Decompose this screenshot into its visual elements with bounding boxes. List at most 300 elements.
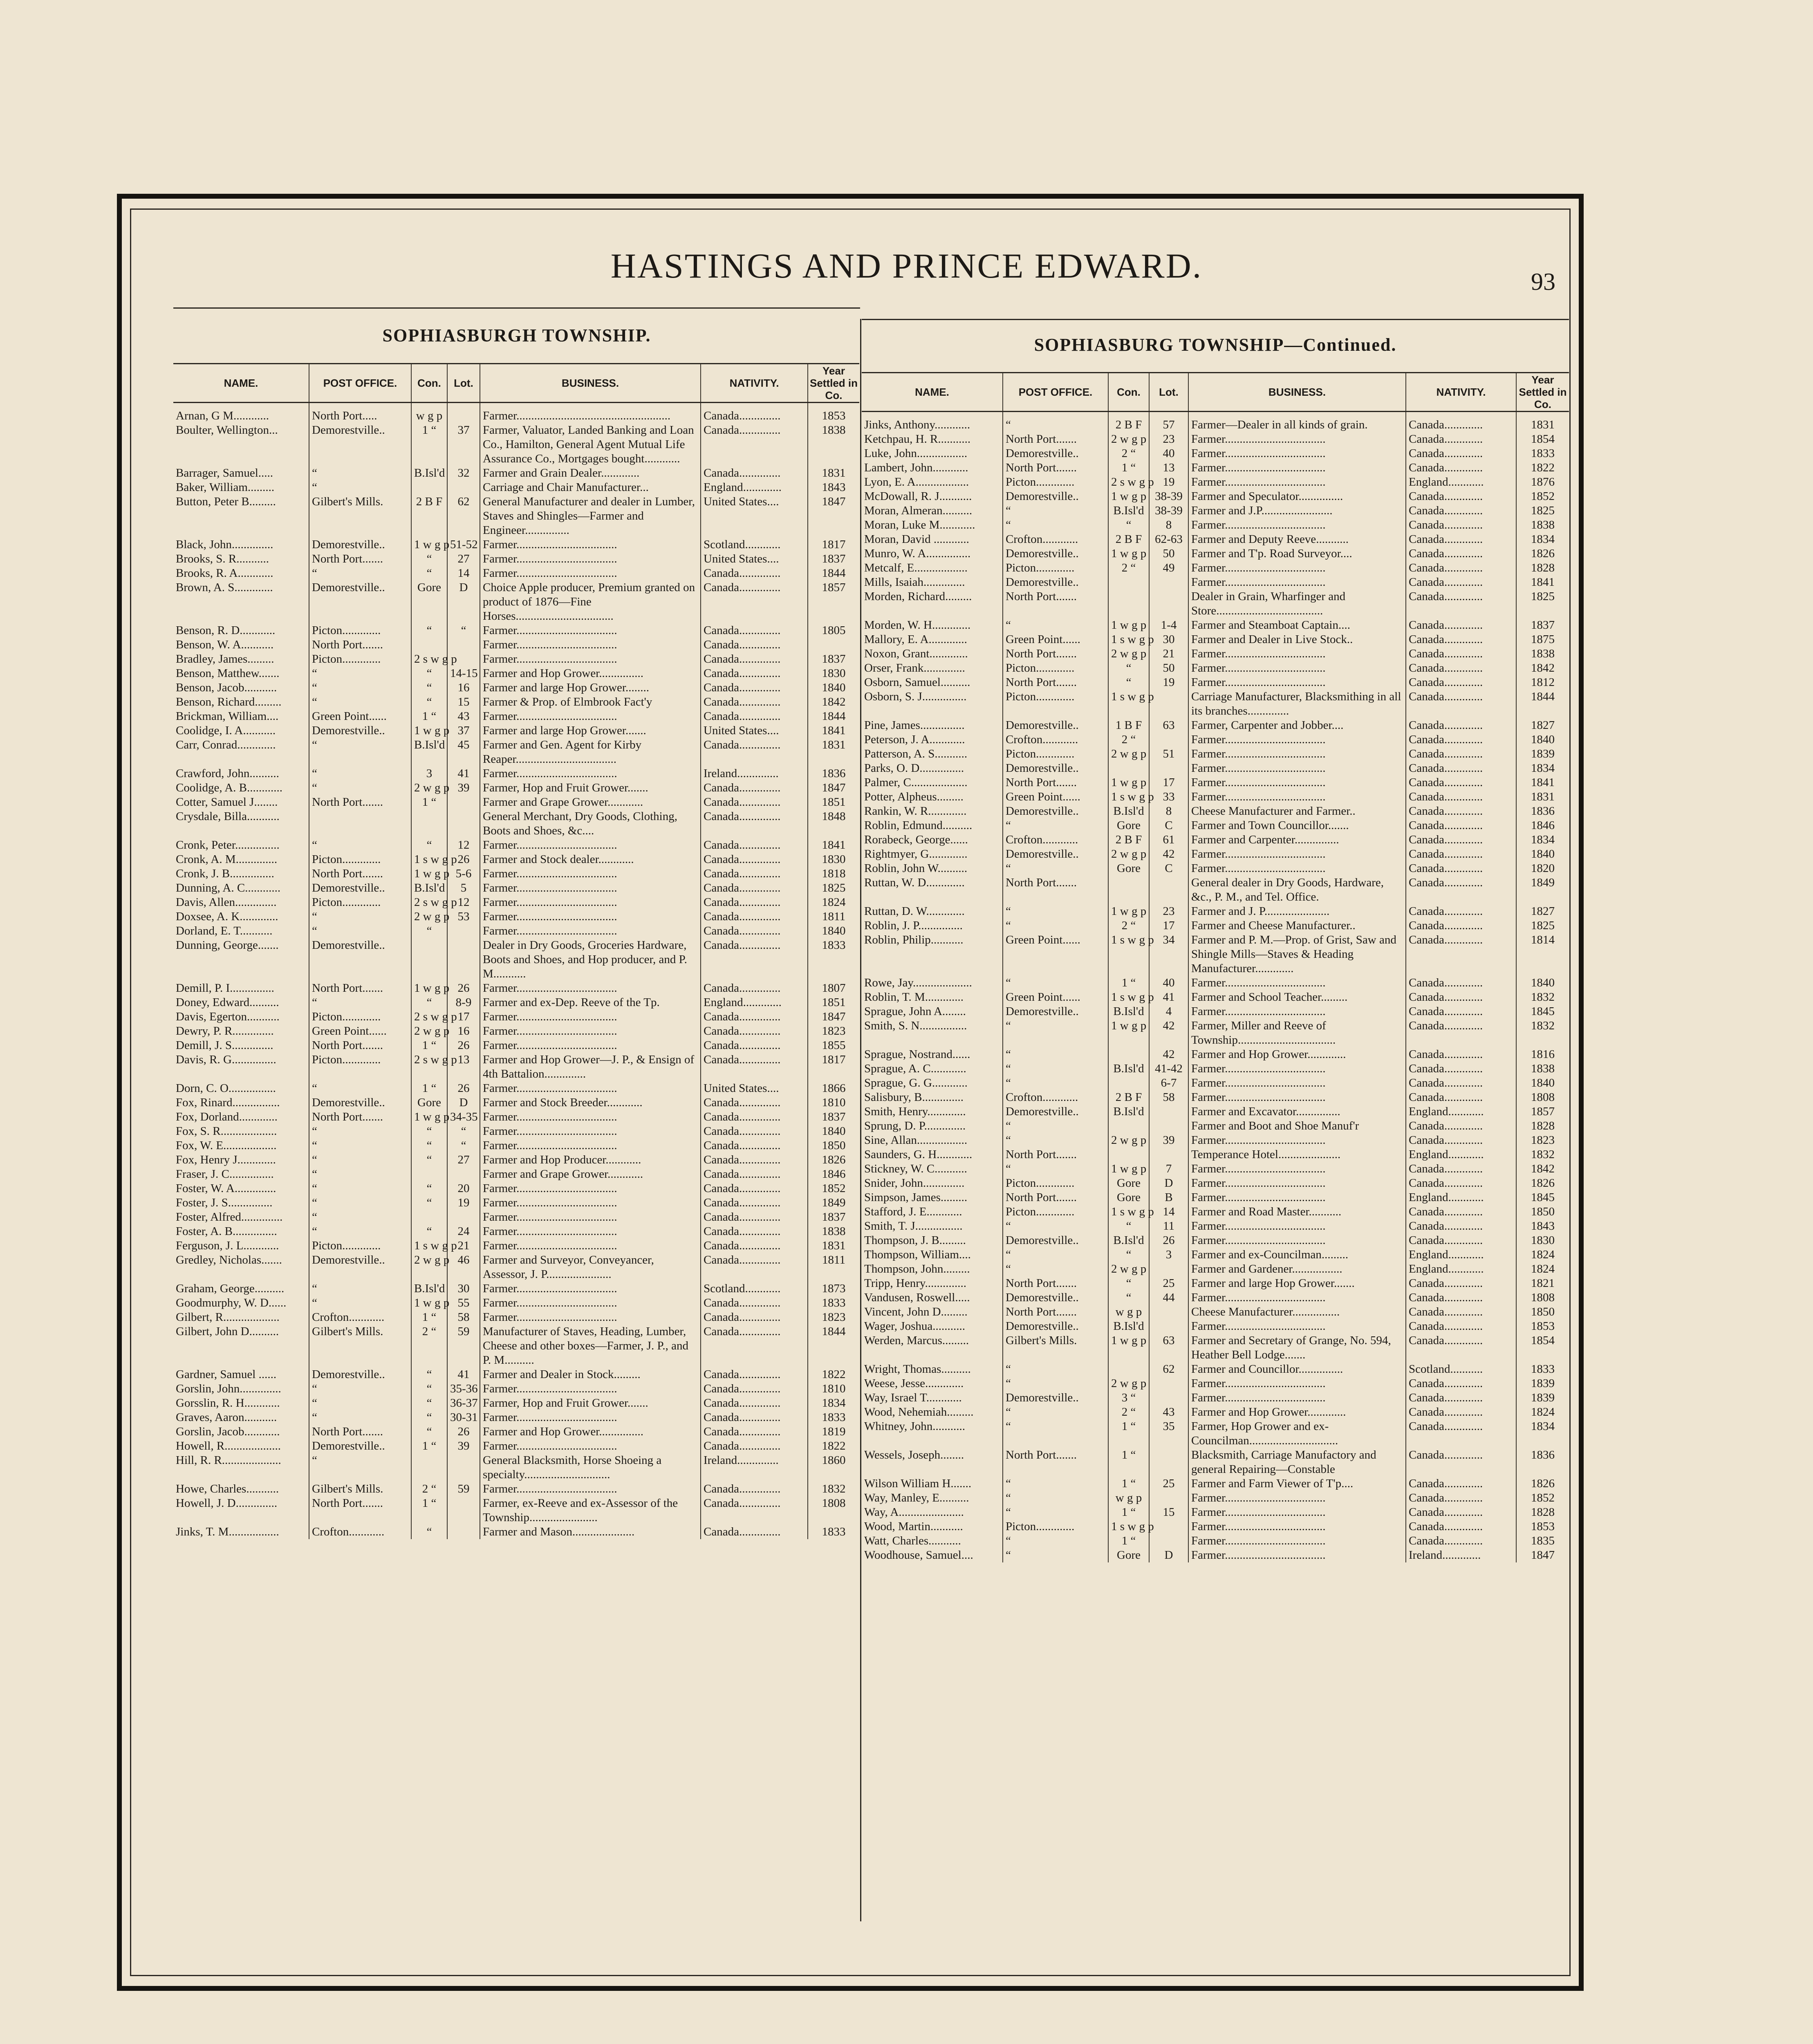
cell-year: 1824 — [808, 895, 859, 910]
cell-nat: Canada............. — [1406, 1319, 1516, 1334]
cell-lot: 17 — [1149, 775, 1188, 790]
cell-biz: Farmer.................................. — [480, 867, 701, 881]
cell-nat: Canada.............. — [701, 695, 808, 709]
cell-biz: Farmer.................................................... — [480, 403, 701, 424]
table-row — [862, 775, 1569, 790]
cell-name: Noxon, Grant............. — [864, 647, 968, 660]
cell-name: Watt, Charles........... — [864, 1534, 961, 1547]
cell-biz: Farmer and School Teacher......... — [1188, 990, 1406, 1004]
cell-name: Ferguson, J. L............ — [176, 1239, 279, 1252]
cell-nat: Canada............. — [1406, 1233, 1516, 1248]
cell-con: 2 “ — [411, 1482, 447, 1496]
cell-biz: Farmer and P. M.—Prop. of Grist, Saw and Shingle Mills—Staves & Heading Manufacturer............. — [1188, 933, 1406, 976]
cell-po: Picton............. — [1003, 475, 1108, 489]
left-section-heading: SOPHIASBURGH TOWNSHIP. — [382, 325, 651, 345]
cell-year: 1853 — [808, 403, 859, 424]
cell-po: “ — [309, 466, 411, 480]
cell-lot — [447, 1167, 480, 1181]
cell-po: Picton............. — [309, 1053, 411, 1081]
cell-con: 1 “ — [411, 709, 447, 724]
table-row — [173, 638, 859, 652]
table-row — [173, 738, 859, 766]
cell-nat: Canada.............. — [701, 1310, 808, 1325]
cell-lot: 36-37 — [447, 1396, 480, 1410]
cell-name: Moran, Almeran.......... — [864, 504, 973, 517]
cell-nat: Canada............. — [1406, 1534, 1516, 1548]
cell-po: Demorestville.. — [1003, 804, 1108, 818]
cell-nat: Canada............. — [1406, 904, 1516, 919]
cell-con: “ — [411, 924, 447, 938]
cell-name: Cotter, Samuel J........ — [176, 796, 278, 809]
cell-biz: Farmer.................................. — [1188, 575, 1406, 589]
cell-nat: Canada.............. — [701, 852, 808, 867]
cell-nat: United States.... — [701, 724, 808, 738]
cell-con: 1 s w g p — [1108, 790, 1149, 804]
cell-biz: Farmer, Carpenter and Jobber.... — [1188, 718, 1406, 733]
cell-year: 1808 — [1516, 1090, 1569, 1105]
table-row — [862, 1262, 1569, 1276]
cell-con: Gore — [411, 580, 447, 623]
cell-lot: 12 — [447, 895, 480, 910]
cell-con: 1 s w g p — [1108, 690, 1149, 718]
cell-po: Demorestville.. — [309, 423, 411, 466]
cell-year: 1807 — [808, 981, 859, 995]
cell-year: 1834 — [1516, 1419, 1569, 1448]
table-row — [862, 976, 1569, 990]
cell-po — [309, 809, 411, 838]
cell-year: 1853 — [1516, 1520, 1569, 1534]
table-row — [173, 1053, 859, 1081]
cell-nat: Canada............. — [1406, 1205, 1516, 1219]
cell-biz: Farmer, Hop Grower and ex-Councilman.............................. — [1188, 1419, 1406, 1448]
cell-name: Gorslin, Jacob............ — [176, 1425, 280, 1438]
cell-lot: 30 — [1149, 632, 1188, 647]
cell-year: 1854 — [1516, 1334, 1569, 1362]
cell-con — [1108, 575, 1149, 589]
cell-year: 1876 — [1516, 475, 1569, 489]
cell-nat: Canada............. — [1406, 412, 1516, 433]
cell-year: 1833 — [808, 1296, 859, 1310]
cell-con: “ — [1108, 518, 1149, 532]
cell-year: 1834 — [1516, 532, 1569, 547]
cell-year: 1834 — [808, 1396, 859, 1410]
cell-po: North Port....... — [1003, 775, 1108, 790]
cell-name: Smith, Henry............. — [864, 1105, 966, 1118]
cell-name: Werden, Marcus......... — [864, 1334, 969, 1347]
cell-biz: Carriage and Chair Manufacturer... — [480, 480, 701, 495]
table-row — [862, 647, 1569, 661]
cell-lot — [447, 795, 480, 809]
cell-year: 1830 — [1516, 1233, 1569, 1248]
table-row — [173, 1081, 859, 1096]
cell-biz: Farmer.................................. — [480, 652, 701, 666]
table-row — [173, 480, 859, 495]
cell-year: 1833 — [1516, 1362, 1569, 1376]
cell-biz: Farmer.................................. — [480, 1196, 701, 1210]
table-row — [862, 690, 1569, 718]
cell-nat: Canada.............. — [701, 466, 808, 480]
cell-nat: Canada............. — [1406, 1062, 1516, 1076]
cell-lot — [447, 924, 480, 938]
cell-biz: Farmer and Hop Grower............. — [1188, 1047, 1406, 1062]
cell-po: “ — [1003, 1419, 1108, 1448]
cell-biz: Farmer.................................. — [1188, 1233, 1406, 1248]
cell-year: 1839 — [1516, 1391, 1569, 1405]
cell-lot: 62-63 — [1149, 532, 1188, 547]
cell-con: 1 “ — [1108, 1419, 1149, 1448]
cell-year: 1830 — [808, 666, 859, 681]
table-row — [862, 1520, 1569, 1534]
cell-biz: Farmer.................................. — [1188, 733, 1406, 747]
cell-lot: 37 — [447, 423, 480, 466]
right-header-3: Lot. — [1149, 373, 1188, 412]
cell-po: Picton............. — [1003, 561, 1108, 575]
cell-name: Ruttan, D. W............. — [864, 905, 965, 918]
cell-po: “ — [1003, 1119, 1108, 1133]
cell-con: 1 s w g p — [1108, 1205, 1149, 1219]
cell-con: Gore — [1108, 1548, 1149, 1562]
table-row — [173, 881, 859, 895]
cell-po: “ — [309, 1081, 411, 1096]
table-row — [862, 933, 1569, 976]
cell-po: Picton............. — [1003, 747, 1108, 761]
cell-lot: 32 — [447, 466, 480, 480]
cell-con: “ — [411, 681, 447, 695]
cell-con — [411, 480, 447, 495]
cell-name: Thompson, John......... — [864, 1262, 970, 1275]
cell-con: 2 B F — [1108, 412, 1149, 433]
cell-lot: 4 — [1149, 1004, 1188, 1019]
cell-biz: Farmer.................................. — [1188, 1534, 1406, 1548]
cell-con: 1 w g p — [411, 538, 447, 552]
cell-con: 2 s w g p — [411, 652, 447, 666]
cell-con: w g p — [1108, 1491, 1149, 1505]
cell-lot: 63 — [1149, 1334, 1188, 1362]
cell-biz: Farmer.................................. — [480, 910, 701, 924]
cell-year: 1832 — [1516, 1019, 1569, 1047]
cell-biz: Farmer.................................. — [480, 1224, 701, 1239]
cell-con: 1 “ — [411, 1081, 447, 1096]
cell-year: 1828 — [1516, 561, 1569, 575]
cell-nat: Scotland............ — [701, 538, 808, 552]
cell-po: Green Point...... — [309, 709, 411, 724]
cell-year: 1830 — [808, 852, 859, 867]
right-directory-table — [862, 372, 1569, 1562]
table-row — [173, 1210, 859, 1224]
cell-po: “ — [309, 1410, 411, 1425]
cell-con: 1 w g p — [411, 724, 447, 738]
table-row — [173, 1367, 859, 1382]
cell-nat: Canada.............. — [701, 1425, 808, 1439]
cell-nat: United States.... — [701, 1081, 808, 1096]
cell-po: “ — [309, 566, 411, 580]
cell-name: Woodhouse, Samuel.... — [864, 1549, 973, 1562]
cell-po: North Port....... — [1003, 589, 1108, 618]
cell-con: 2 w g p — [411, 1253, 447, 1282]
cell-po: Demorestville.. — [309, 1439, 411, 1453]
cell-lot: 41 — [447, 1367, 480, 1382]
cell-name: Baker, William......... — [176, 481, 275, 494]
cell-biz: Farmer.................................. — [1188, 1133, 1406, 1148]
cell-po: Picton............. — [309, 1239, 411, 1253]
cell-con: 1 s w g p — [1108, 1520, 1149, 1534]
cell-biz: Farmer and J.P........................ — [1188, 504, 1406, 518]
cell-name: Benson, R. D............ — [176, 624, 276, 637]
right-table-body — [862, 412, 1569, 1563]
cell-year: 1831 — [808, 738, 859, 766]
cell-nat: Canada.............. — [701, 1181, 808, 1196]
table-row — [862, 876, 1569, 904]
cell-po: “ — [1003, 1262, 1108, 1276]
title-rule-right — [862, 319, 1569, 320]
cell-year: 1848 — [808, 809, 859, 838]
cell-name: Benson, Jacob........... — [176, 681, 277, 694]
cell-year: 1824 — [1516, 1405, 1569, 1419]
cell-biz: Farmer and Gen. Agent for Kirby Reaper.................................. — [480, 738, 701, 766]
cell-con: 1 “ — [1108, 976, 1149, 990]
cell-lot: C — [1149, 861, 1188, 876]
cell-po: “ — [309, 738, 411, 766]
cell-biz: Farmer and Hop Grower............. — [1188, 1405, 1406, 1419]
cell-lot: 44 — [1149, 1291, 1188, 1305]
cell-nat: Canada.............. — [701, 910, 808, 924]
cell-con: 1 “ — [1108, 1448, 1149, 1477]
cell-lot: 61 — [1149, 833, 1188, 847]
table-row — [173, 1310, 859, 1325]
cell-nat: Ireland.............. — [701, 766, 808, 781]
cell-year: 1821 — [1516, 1276, 1569, 1291]
cell-con — [1108, 761, 1149, 775]
table-row — [862, 1534, 1569, 1548]
table-row — [173, 1425, 859, 1439]
cell-lot: D — [447, 580, 480, 623]
right-header-4: BUSINESS. — [1188, 373, 1406, 412]
cell-name: Wood, Nehemiah......... — [864, 1405, 974, 1419]
cell-con — [1108, 876, 1149, 904]
cell-nat: Canada.............. — [701, 1010, 808, 1024]
cell-biz: Farmer.................................. — [480, 1181, 701, 1196]
table-row — [173, 709, 859, 724]
table-row — [173, 1496, 859, 1525]
cell-po: North Port....... — [1003, 432, 1108, 446]
cell-po: Demorestville.. — [1003, 1233, 1108, 1248]
cell-biz: Farmer.................................. — [1188, 1219, 1406, 1233]
cell-nat: Canada............. — [1406, 690, 1516, 718]
cell-lot — [1149, 1491, 1188, 1505]
cell-year: 1842 — [1516, 1162, 1569, 1176]
cell-year: 1842 — [808, 695, 859, 709]
cell-lot: 62 — [447, 495, 480, 538]
cell-nat: Canada............. — [1406, 1291, 1516, 1305]
cell-nat: Canada............. — [1406, 489, 1516, 504]
cell-name: Salisbury, B.............. — [864, 1091, 964, 1104]
cell-con: w g p — [1108, 1305, 1149, 1319]
cell-nat: Canada.............. — [701, 1110, 808, 1124]
cell-lot: “ — [447, 623, 480, 638]
cell-nat: England............ — [1406, 1190, 1516, 1205]
cell-nat: Canada............. — [1406, 1133, 1516, 1148]
cell-biz: Farmer and Town Councillor....... — [1188, 818, 1406, 833]
cell-year: 1832 — [808, 1482, 859, 1496]
cell-year: 1846 — [1516, 818, 1569, 833]
cell-con: 1 w g p — [411, 1110, 447, 1124]
table-row — [173, 1224, 859, 1239]
cell-lot: 26 — [447, 981, 480, 995]
cell-biz: Farmer and Road Master........... — [1188, 1205, 1406, 1219]
cell-biz: Farmer and Grape Grower............ — [480, 1167, 701, 1181]
cell-lot: 42 — [1149, 1019, 1188, 1047]
cell-nat: Canada.............. — [701, 1139, 808, 1153]
cell-name: Roblin, J. P............... — [864, 919, 963, 932]
cell-nat: Canada............. — [1406, 933, 1516, 976]
table-row — [173, 1525, 859, 1539]
table-row — [173, 681, 859, 695]
cell-name: Carr, Conrad............. — [176, 738, 276, 751]
cell-po: “ — [309, 781, 411, 795]
cell-nat: Canada............. — [1406, 1376, 1516, 1391]
cell-po: “ — [309, 1153, 411, 1167]
cell-biz: Farmer.................................. — [1188, 976, 1406, 990]
cell-con: 2 s w g p — [411, 1053, 447, 1081]
cell-biz: Farmer and Grape Grower............ — [480, 795, 701, 809]
cell-lot: 39 — [447, 781, 480, 795]
cell-nat: Canada............. — [1406, 1119, 1516, 1133]
cell-year: 1851 — [808, 795, 859, 809]
cell-biz: Temperance Hotel..................... — [1188, 1148, 1406, 1162]
cell-con: 2 B F — [1108, 833, 1149, 847]
table-row — [173, 538, 859, 552]
cell-nat: Canada............. — [1406, 733, 1516, 747]
cell-po: “ — [309, 480, 411, 495]
table-row — [173, 1181, 859, 1196]
cell-year: 1844 — [808, 1325, 859, 1367]
cell-lot: 25 — [1149, 1477, 1188, 1491]
cell-biz: Farmer & Prop. of Elmbrook Fact'y — [480, 695, 701, 709]
cell-nat: Canada............. — [1406, 1019, 1516, 1047]
cell-con: B.Isl'd — [1108, 804, 1149, 818]
cell-year: 1833 — [808, 1525, 859, 1539]
cell-lot: 58 — [1149, 1090, 1188, 1105]
cell-name: Thompson, William.... — [864, 1248, 971, 1261]
cell-con: 2 w g p — [411, 1024, 447, 1038]
cell-name: Arnan, G M............ — [176, 409, 269, 422]
table-row — [173, 1410, 859, 1425]
cell-name: Mallory, E. A............. — [864, 633, 967, 646]
cell-biz: Farmer.................................. — [480, 1110, 701, 1124]
cell-po: “ — [1003, 504, 1108, 518]
table-row — [173, 1282, 859, 1296]
right-header-6: Year Settled in Co. — [1516, 373, 1569, 412]
cell-year: 1825 — [808, 881, 859, 895]
cell-name: Mills, Isaiah.............. — [864, 576, 965, 589]
cell-con: 1 “ — [411, 1310, 447, 1325]
cell-lot: 19 — [1149, 475, 1188, 489]
cell-year: 1850 — [1516, 1205, 1569, 1219]
table-row — [173, 1139, 859, 1153]
cell-con: 2 w g p — [1108, 847, 1149, 861]
table-row — [173, 1439, 859, 1453]
cell-con: 2 s w g p — [411, 1010, 447, 1024]
cell-con: “ — [411, 1139, 447, 1153]
cell-name: Sine, Allan................. — [864, 1134, 968, 1147]
right-header-1: POST OFFICE. — [1003, 373, 1108, 412]
cell-year: 1841 — [1516, 575, 1569, 589]
table-row — [862, 1233, 1569, 1248]
cell-po: North Port....... — [1003, 876, 1108, 904]
cell-biz: Farmer.................................. — [1188, 1004, 1406, 1019]
cell-year: 1822 — [808, 1439, 859, 1453]
cell-lot — [1149, 1534, 1188, 1548]
table-row — [862, 1019, 1569, 1047]
cell-lot — [1149, 1119, 1188, 1133]
cell-nat: Canada.............. — [701, 1382, 808, 1396]
cell-po: “ — [1003, 618, 1108, 632]
cell-po: “ — [309, 1181, 411, 1196]
cell-po: “ — [1003, 1062, 1108, 1076]
cell-nat: England............ — [1406, 1105, 1516, 1119]
cell-year: 1840 — [808, 924, 859, 938]
table-row — [173, 1096, 859, 1110]
cell-year: 1833 — [1516, 446, 1569, 461]
cell-con: 2 B F — [1108, 1090, 1149, 1105]
cell-po: North Port....... — [309, 1425, 411, 1439]
cell-lot: 26 — [447, 1425, 480, 1439]
left-header-3: Lot. — [447, 364, 480, 403]
cell-con: 1 “ — [411, 1038, 447, 1053]
cell-year: 1826 — [808, 1153, 859, 1167]
left-header-1: POST OFFICE. — [309, 364, 411, 403]
cell-lot — [1149, 575, 1188, 589]
table-row — [173, 867, 859, 881]
cell-year: 1820 — [1516, 861, 1569, 876]
cell-biz: Farmer and Mason..................... — [480, 1525, 701, 1539]
cell-lot: 5 — [447, 881, 480, 895]
cell-year: 1841 — [808, 724, 859, 738]
cell-nat: Canada.............. — [701, 1296, 808, 1310]
cell-year: 1853 — [1516, 1319, 1569, 1334]
cell-biz: Farmer.................................. — [1188, 1505, 1406, 1520]
cell-con: B.Isl'd — [411, 738, 447, 766]
cell-lot — [1149, 1305, 1188, 1319]
table-row — [862, 847, 1569, 861]
cell-lot — [1149, 1262, 1188, 1276]
cell-year: 1847 — [1516, 1548, 1569, 1562]
cell-lot: 16 — [447, 1024, 480, 1038]
cell-year: 1825 — [1516, 504, 1569, 518]
cell-po: “ — [309, 1210, 411, 1224]
cell-biz: Dealer in Dry Goods, Groceries Hardware, Boots and Shoes, and Hop producer, and P. M........... — [480, 938, 701, 981]
cell-con: 1 “ — [411, 1496, 447, 1525]
cell-nat: Canada.............. — [701, 1210, 808, 1224]
table-row — [173, 1124, 859, 1139]
cell-biz: General Manufacturer and dealer in Lumber, Staves and Shingles—Farmer and Engineer............... — [480, 495, 701, 538]
cell-biz: Dealer in Grain, Wharfinger and Store.................................... — [1188, 589, 1406, 618]
cell-year: 1835 — [1516, 1534, 1569, 1548]
cell-con: “ — [411, 566, 447, 580]
table-row — [173, 652, 859, 666]
cell-po: Demorestville.. — [309, 538, 411, 552]
table-row — [173, 981, 859, 995]
cell-po: “ — [309, 1196, 411, 1210]
cell-lot: “ — [447, 1124, 480, 1139]
cell-po: Demorestville.. — [1003, 446, 1108, 461]
cell-con: B.Isl'd — [411, 466, 447, 480]
cell-year: 1852 — [808, 1181, 859, 1196]
cell-po: Picton............. — [309, 1010, 411, 1024]
cell-con: 2 w g p — [1108, 747, 1149, 761]
cell-lot — [1149, 1105, 1188, 1119]
cell-con — [411, 938, 447, 981]
